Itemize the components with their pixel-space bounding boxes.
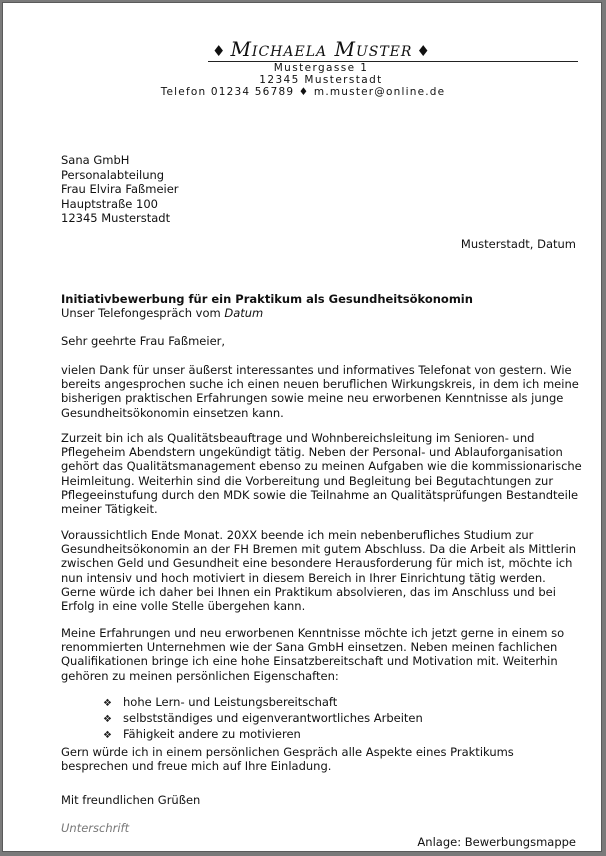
- paragraph-line: Zurzeit bin ich als Qualitätsbeauftrage und Wohnbereichsleitung im Senioren- und: [61, 431, 535, 445]
- paragraph-line: Meine Erfahrungen und neu erworbenen Kenntnisse möchte ich jetzt gerne in einem so: [61, 626, 565, 640]
- bullet-icon: ❖: [103, 698, 112, 709]
- paragraph-line: Qualifikationen bringe ich eine hohe Einsatzbereitschaft und Motivation mit. Weiterhin: [61, 654, 558, 669]
- recipient-line: Hauptstraße 100: [61, 196, 158, 211]
- paragraph-line: Heimleitung. Weiterhin sind die Vorbereitung und Begleitung bei Begutachtungen zur: [61, 473, 554, 488]
- paragraph-line: Erfolg in eine volle Stelle übergehen kann.: [61, 599, 306, 614]
- paragraph-3: [61, 528, 591, 613]
- list-item-text: selbstständiges und eigenverantwortliches Arbeiten: [123, 711, 423, 726]
- recipient-line: Personalabteilung: [61, 167, 165, 182]
- sender-contact: Telefon 01234 56789 ♦ m.muster@online.de: [160, 86, 446, 98]
- paragraph-line: meiner Tätigkeit.: [61, 502, 158, 517]
- annex-note: Anlage: Bewerbungsmappe: [417, 835, 576, 849]
- salutation: Sehr geehrte Frau Faßmeier,: [61, 334, 226, 348]
- paragraph-line: renommierten Unternehmen wie der Sana GmbH einsetzen. Neben meinen fachlichen: [61, 640, 558, 655]
- qualities-list: [103, 695, 423, 744]
- paragraph-line: Gesundheitsökonomin an der FH Bremen mit gutem Abschluss. Da die Arbeit als Mittlerin: [61, 542, 576, 557]
- bullet-icon: ❖: [103, 714, 112, 726]
- sender-city: 12345 Musterstadt: [259, 74, 383, 86]
- paragraph-line: Pflegeeinstufung durch den MDK sowie die Teilnahme an Qualitätsprüfungen Bestandteile: [61, 487, 579, 502]
- signature-placeholder: Unterschrift: [61, 821, 130, 835]
- recipient-line: Frau Elvira Faßmeier: [61, 182, 179, 196]
- list-item: [103, 695, 423, 711]
- paragraph-line: Gern würde ich in einem persönlichen Gespräch alle Aspekte eines Praktikums: [61, 745, 514, 759]
- recipient-line: Sana GmbH: [61, 153, 130, 167]
- list-item-text: hohe Lern- und Leistungsbereitschaft: [123, 695, 338, 709]
- list-item-text: Fähigkeit andere zu motivieren: [123, 727, 301, 742]
- sender-name: Michaela Muster: [230, 37, 413, 61]
- letter-date: Musterstadt, Datum: [460, 237, 576, 251]
- reference-date: Datum: [224, 306, 264, 320]
- paragraph-line: zwischen Geld und Gesundheit eine besondere Herausforderung für mich ist, möchte ich: [61, 556, 573, 571]
- paragraph-line: Pflegeheim Abendstern ungekündigt tätig. Neben der Personal- und Ablauforganisation: [61, 445, 563, 460]
- closing-greeting: Mit freundlichen Grüßen: [61, 793, 201, 807]
- paragraph-line: nun intensiv und hoch motiviert in diesem Bereich in Ihrer Einrichtung tätig werden.: [61, 570, 546, 585]
- recipient-line: 12345 Musterstadt: [61, 211, 171, 225]
- letter-page: [2, 2, 602, 852]
- diamond-icon: ♦: [416, 42, 431, 60]
- bullet-icon: ❖: [103, 730, 112, 742]
- diamond-icon: ♦: [212, 42, 227, 60]
- list-item: [103, 711, 423, 727]
- recipient-address: [61, 153, 179, 226]
- paragraph-line: besprechen und freue mich auf Ihre Einladung.: [61, 759, 332, 774]
- letter-subject: Initiativbewerbung für ein Praktikum als Gesundheitsökonomin: [61, 292, 473, 306]
- list-item: [103, 727, 423, 743]
- reference-text: Unser Telefongespräch vom: [61, 306, 225, 320]
- paragraph-line: bereits angesprochen suche ich einen neuen beruflichen Wirkungskreis, in dem ich meine: [61, 377, 579, 392]
- paragraph-line: gehören zu meinen persönlichen Eigenschaften:: [61, 668, 339, 683]
- paragraph-line: Gesundheitsökonomin einsetzen kann.: [61, 405, 284, 420]
- paragraph-4: [61, 626, 591, 683]
- subject-reference: [61, 306, 263, 320]
- sender-name-heading: [208, 37, 435, 61]
- sender-street: Mustergasse 1: [273, 62, 369, 74]
- paragraph-1: [61, 363, 591, 420]
- paragraph-2: [61, 431, 591, 516]
- paragraph-line: Voraussichtlich Ende Monat. 20XX beende ich mein nebenberufliches Studium zur: [61, 528, 534, 542]
- paragraph-line: gehört das Qualitätsmanagement ebenso zu meinen Aufgaben wie die kommissionarische: [61, 459, 582, 474]
- paragraph-line: vielen Dank für unser äußerst interessantes und informatives Telefonat von gestern. Wie: [61, 363, 572, 377]
- paragraph-5: [61, 745, 591, 773]
- paragraph-line: Gerne würde ich daher bei Ihnen ein Praktikum absolvieren, das im Anschluss und bei: [61, 584, 556, 599]
- paragraph-line: bisherigen praktischen Erfahrungen sowie meine neu erworbenen Kenntnisse als junge: [61, 391, 564, 406]
